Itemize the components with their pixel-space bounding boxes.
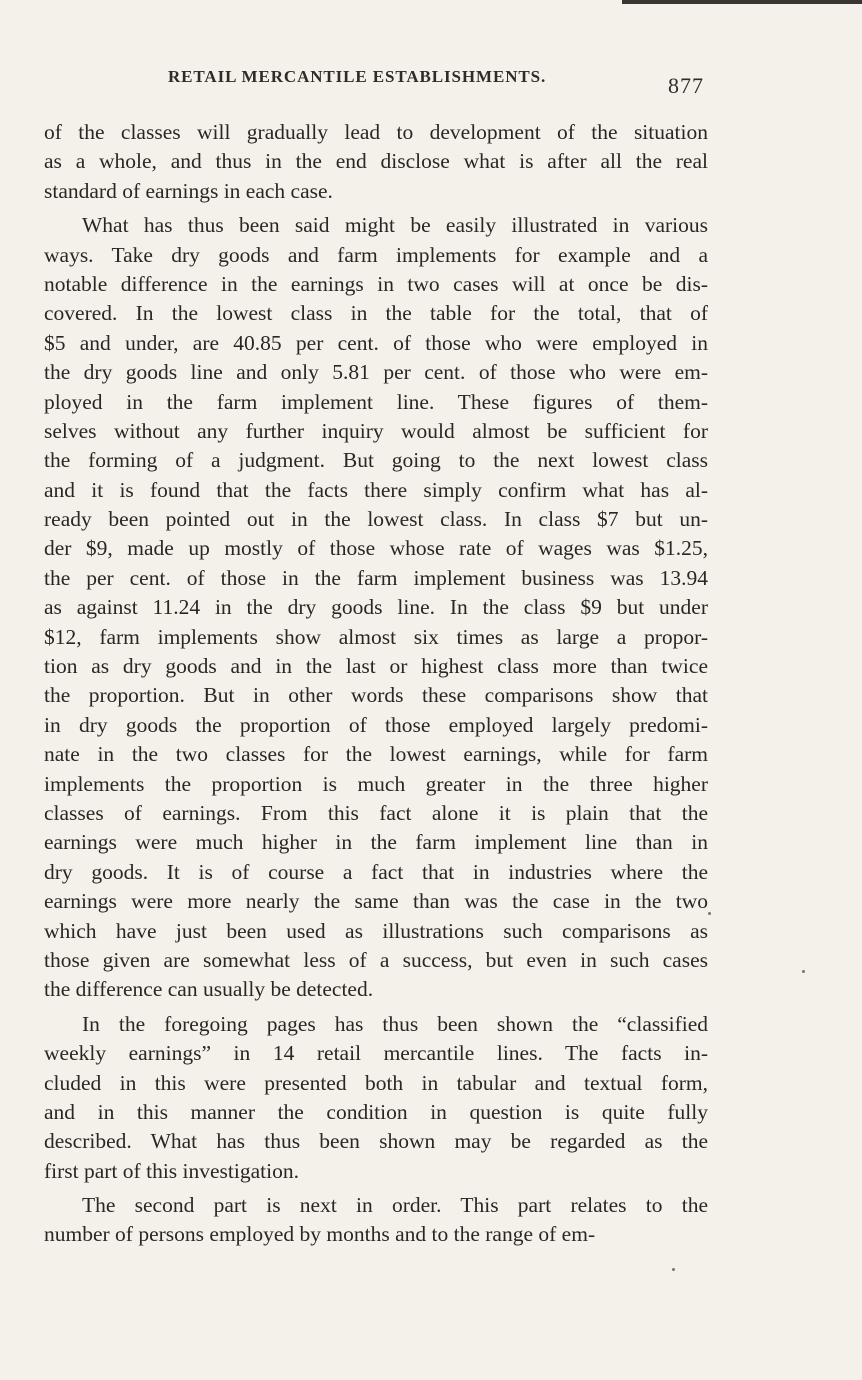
text-line: ways. Take dry goods and farm implements for example and a	[44, 242, 708, 267]
text-line: first part of this investigation.	[44, 1158, 299, 1183]
text-line: tion as dry goods and in the last or highest class more than twice	[44, 654, 708, 679]
text-line: nate in the two classes for the lowest earnings, while for farm	[44, 742, 708, 767]
page-header	[0, 63, 862, 103]
text-line: those given are somewhat less of a success, but even in such cases	[44, 947, 708, 972]
text-line: ployed in the farm implement line. These figures of them-	[44, 389, 708, 414]
print-speck	[672, 1268, 675, 1271]
text-line: covered. In the lowest class in the table for the total, that of	[44, 301, 708, 326]
text-line: der $9, made up mostly of those whose rate of wages was $1.25,	[44, 536, 708, 561]
text-line: which have just been used as illustrations such comparisons as	[44, 918, 708, 943]
top-edge-rule	[622, 0, 862, 4]
text-line: ready been pointed out in the lowest class. In class $7 but un-	[44, 507, 708, 532]
text-line: the per cent. of those in the farm implement business was 13.94	[44, 565, 708, 590]
text-line: In the foregoing pages has thus been shown the “classified	[82, 1011, 708, 1036]
text-line: cluded in this were presented both in tabular and textual form,	[44, 1070, 708, 1095]
text-line: implements the proportion is much greater in the three higher	[44, 771, 708, 796]
paragraph	[44, 211, 708, 1005]
text-line: The second part is next in order. This part relates to the	[82, 1193, 708, 1218]
text-line: weekly earnings” in 14 retail mercantile lines. The facts in-	[44, 1041, 708, 1066]
text-line: selves without any further inquiry would almost be sufficient for	[44, 418, 708, 443]
text-line: the difference can usually be detected.	[44, 977, 374, 1002]
text-line: dry goods. It is of course a fact that in industries where the	[44, 859, 708, 884]
text-line: the proportion. But in other words these comparisons show that	[44, 683, 708, 708]
text-line: standard of earnings in each case.	[44, 178, 333, 203]
print-speck	[708, 912, 711, 915]
text-line: notable difference in the earnings in two cases will at once be dis-	[44, 271, 708, 296]
text-line: the dry goods line and only 5.81 per cent. of those who were em-	[44, 360, 708, 385]
text-line: the forming of a judgment. But going to the next lowest class	[44, 448, 708, 473]
text-line: in dry goods the proportion of those employed largely predomi-	[44, 712, 708, 737]
paragraph	[44, 1010, 708, 1186]
running-head: RETAIL MERCANTILE ESTABLISHMENTS.	[168, 67, 547, 86]
paragraph	[44, 118, 708, 206]
text-line: classes of earnings. From this fact alone it is plain that the	[44, 800, 708, 825]
paragraph	[44, 1191, 708, 1250]
text-line: earnings were much higher in the farm implement line than in	[44, 830, 708, 855]
text-line: as against 11.24 in the dry goods line. In the class $9 but under	[44, 595, 708, 620]
text-line: and it is found that the facts there simply confirm what has al-	[44, 477, 708, 502]
text-line: described. What has thus been shown may be regarded as the	[44, 1129, 708, 1154]
text-line: $5 and under, are 40.85 per cent. of those who were employed in	[44, 330, 708, 355]
text-line: as a whole, and thus in the end disclose what is after all the real	[44, 149, 708, 174]
body-text	[44, 118, 708, 1250]
page-number: 877	[668, 73, 704, 98]
text-line: earnings were more nearly the same than was the case in the two	[44, 889, 708, 914]
text-line: of the classes will gradually lead to development of the situation	[44, 120, 708, 144]
text-line: number of persons employed by months and to the range of em-	[44, 1222, 596, 1247]
print-speck	[802, 970, 805, 973]
text-line: and in this manner the condition in question is quite fully	[44, 1099, 708, 1124]
text-line: $12, farm implements show almost six times as large a propor-	[44, 624, 708, 649]
text-line: What has thus been said might be easily illustrated in various	[82, 213, 708, 238]
